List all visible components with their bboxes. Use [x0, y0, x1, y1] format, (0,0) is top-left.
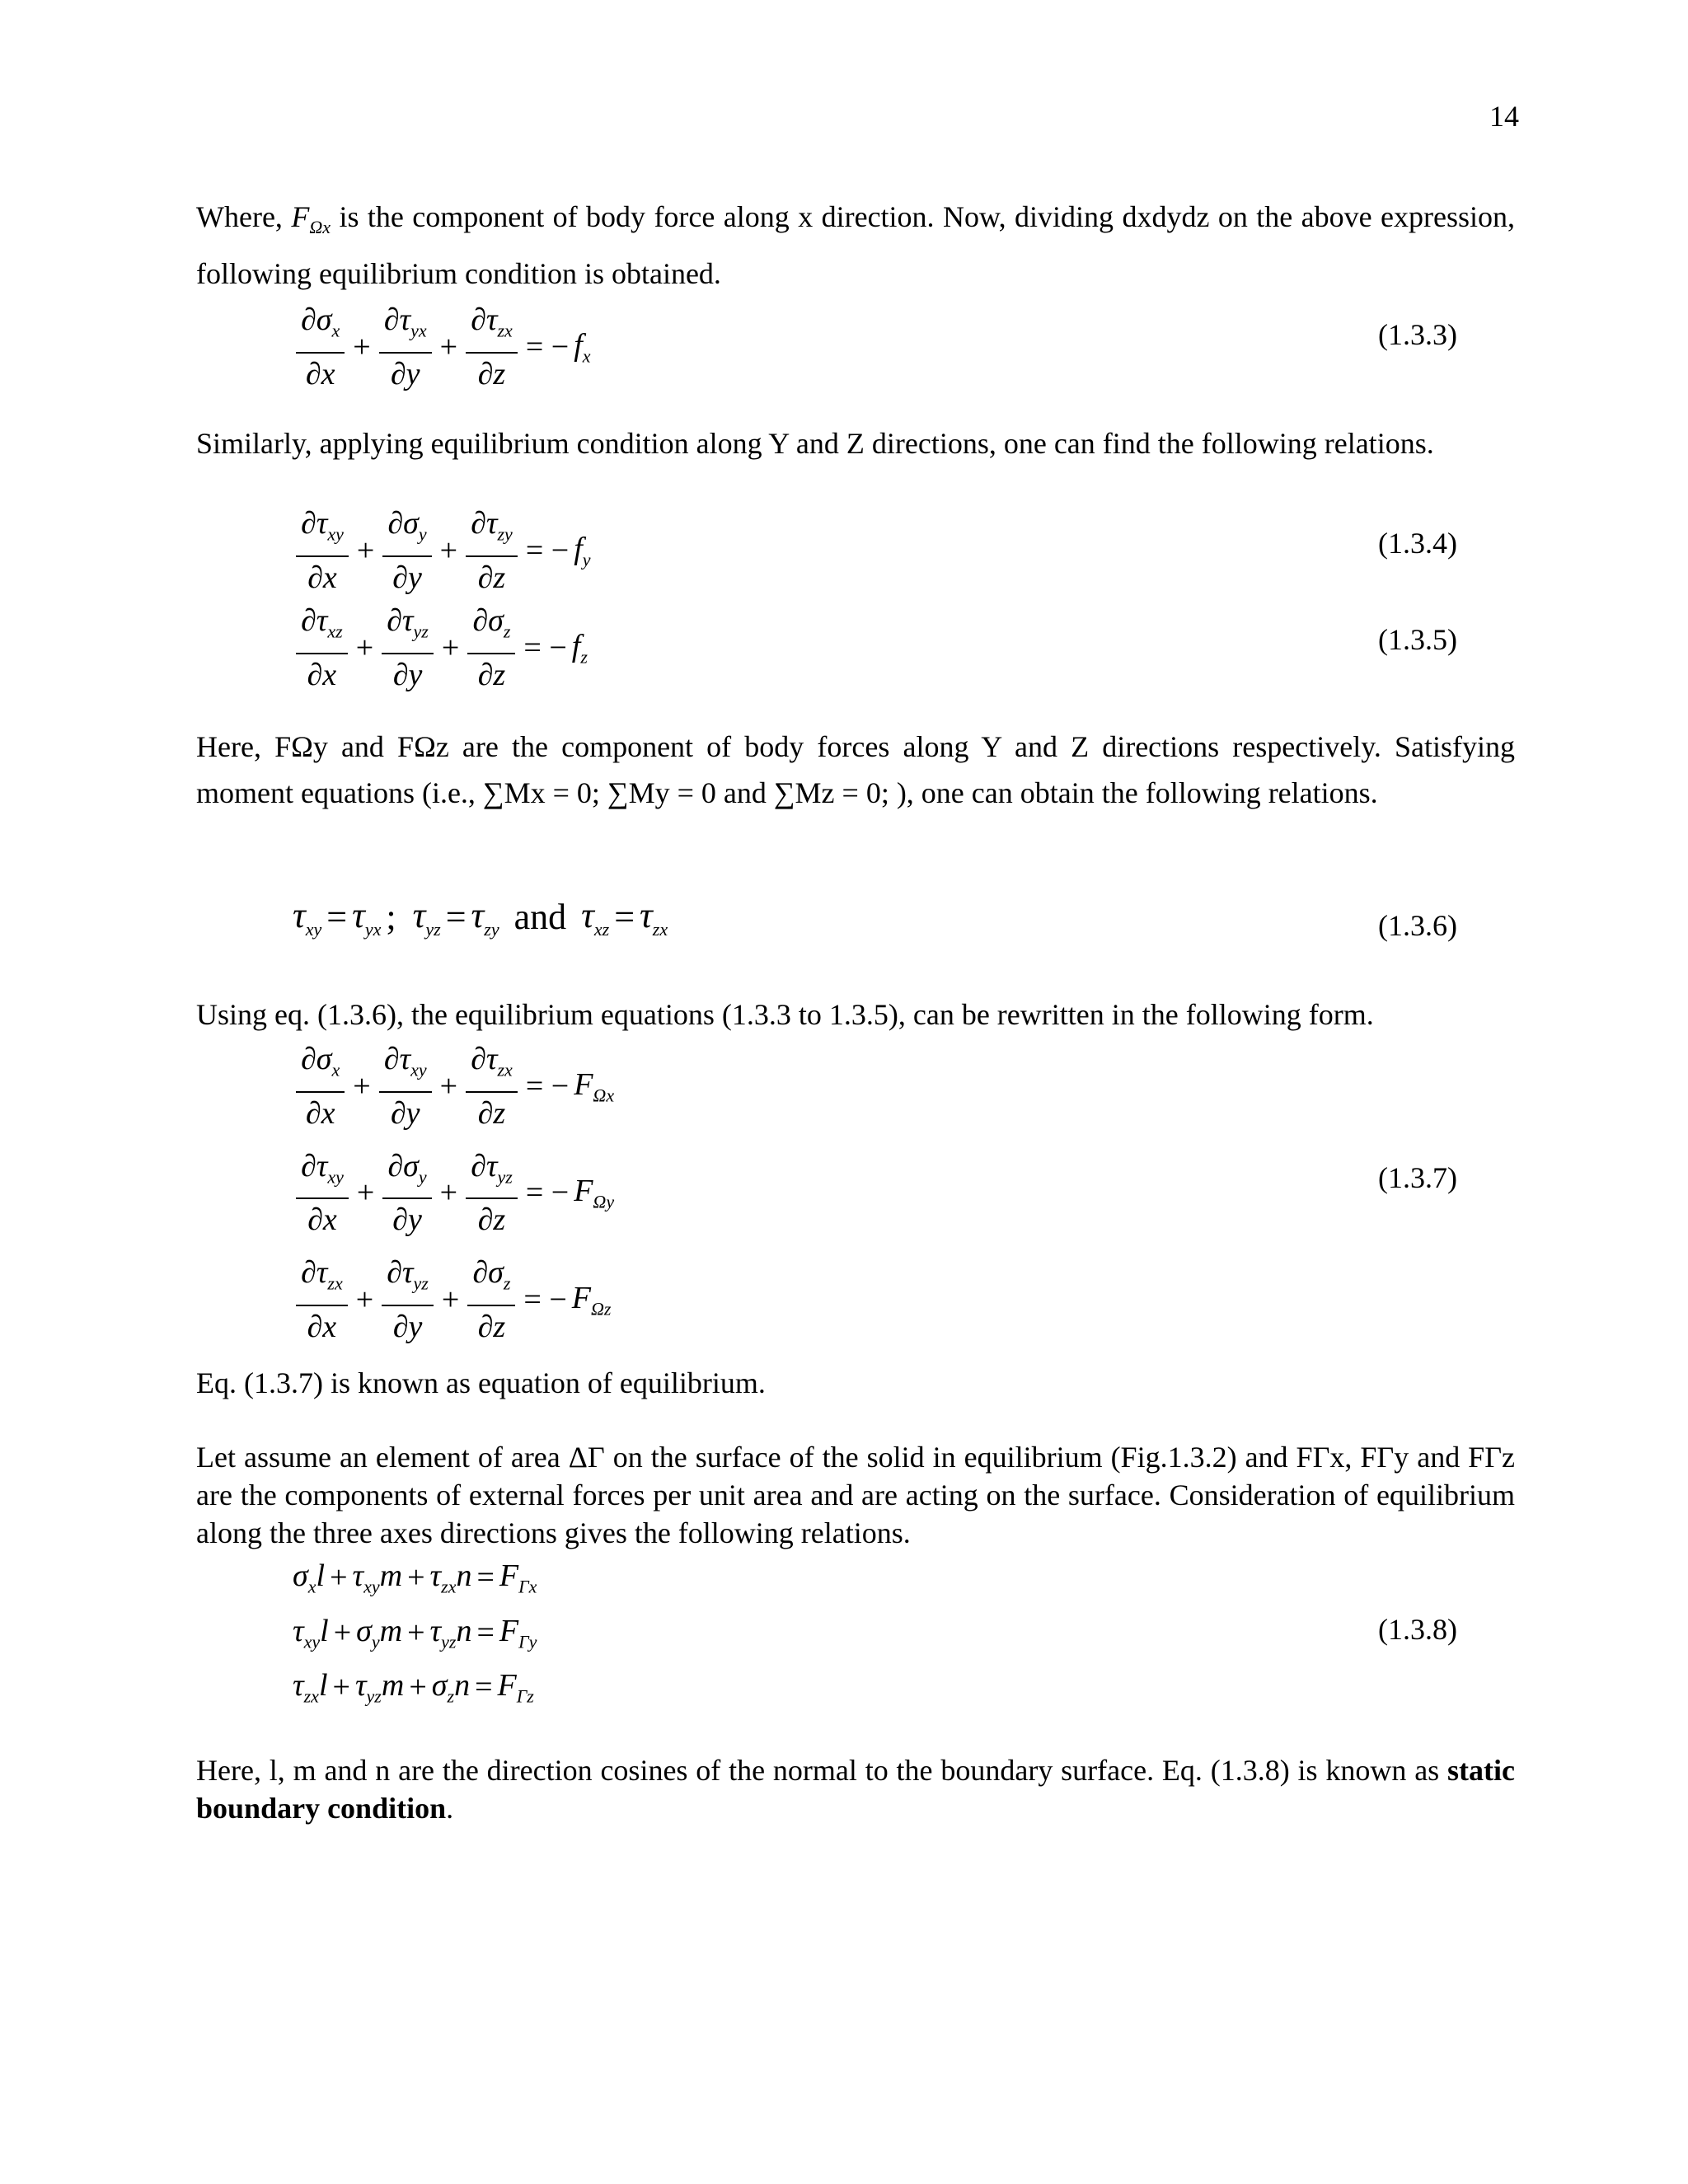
equation-1-3-5: $\frac{\partial\tau_{xz}}{\partial x}$ + $\frac{\partial\tau_{yz}}{\partial y}$ + $\frac{\partial\sigma_z}{\partial z}$ = − $f_z$	[293, 602, 588, 694]
paragraph-similarly: Similarly, applying equilibrium condition along Y and Z directions, one can find the following relations.	[196, 427, 1434, 460]
equation-1-3-7: $\frac{\partial\sigma_x}{\partial x}$ + $\frac{\partial\tau_{xy}}{\partial y}$ + $\frac{\partial\tau_{zx}}{\partial z}$ = − $F_{\Omega x}$ $\frac{\partial\tau_{xy}}{\partial x}$ + $\frac{\partial\sigma_y}{\partial y}$ + $\frac{\partial\tau_{yz}}{\partial z}$ = − $F_{\Omega y}$ $\frac{\partial\tau_{zx}}{\partial x}$ + $\frac{\partial\tau_{yz}}{\partial y}$ + $\frac{\partial\sigma_z}{\partial z}$ = − $F_{\Omega z}$	[293, 1040, 614, 1346]
equation-1-3-6: $\tau_{xy}$ = $\tau_{yx}$ ; $\tau_{yz}$ = $\tau_{zy}$ and $\tau_{xz}$ = $\tau_{zx}$	[293, 895, 668, 940]
paragraph-surface-element: Let assume an element of area ΔΓ on the surface of the solid in equilibrium (Fig.1.3.2) and FΓx, FΓy and FΓz are the components of external forces per unit area and are acting on the surface. Consideration of equilibrium along the three axes directions gives the following relations.	[196, 1441, 1515, 1549]
paragraph-using-eq: Using eq. (1.3.6), the equilibrium equations (1.3.3 to 1.3.5), can be rewritten in the following form.	[196, 998, 1374, 1031]
equation-1-3-3: $\frac{\partial\sigma_x}{\partial x}$ + $\frac{\partial\tau_{yx}}{\partial y}$ + $\frac{\partial\tau_{zx}}{\partial z}$ = − $f_x$	[293, 301, 591, 393]
equation-1-3-8: $\sigma_xl$ + $\tau_{xy}m$ + $\tau_{zx}n$ = $F_{\Gamma x}$ $\tau_{xy}l$ + $\sigma_ym$ + $\tau_{yz}n$ = $F_{\Gamma y}$ $\tau_{zx}l$ + $\tau_{yz}m$ + $\sigma_zn$ = $F_{\Gamma z}$	[293, 1558, 537, 1707]
paragraph-moment-equations: Here, FΩy and FΩz are the component of body forces along Y and Z directions respectively. Satisfying moment equations (i.e., ∑Mx = 0; ∑My = 0 and ∑Mz = 0; ), one can obtain the following relations.	[196, 730, 1515, 809]
equation-number: (1.3.4)	[1378, 527, 1457, 560]
equation-number: (1.3.8)	[1378, 1613, 1457, 1646]
paragraph-equation-of-equilibrium: Eq. (1.3.7) is known as equation of equilibrium.	[196, 1366, 766, 1399]
equation-number: (1.3.3)	[1378, 318, 1457, 351]
equation-1-3-4: $\frac{\partial\tau_{xy}}{\partial x}$ + $\frac{\partial\sigma_y}{\partial y}$ + $\frac{\partial\tau_{zy}}{\partial z}$ = − $f_y$	[293, 504, 591, 597]
paragraph-static-boundary-condition: Here, l, m and n are the direction cosines of the normal to the boundary surface. Eq. (1.3.8) is known as static boundary condition.	[196, 1754, 1515, 1825]
equation-number: (1.3.7)	[1378, 1161, 1457, 1194]
paragraph-body-force: Where, $F_{\Omega x}$ is the component of body force along x direction. Now, dividing dxdydz on the above expression, following equilibrium condition is obtained.	[196, 200, 1515, 291]
equation-number: (1.3.6)	[1378, 909, 1457, 942]
bold-term: static boundary condition	[196, 1754, 1515, 1825]
equation-number: (1.3.5)	[1378, 623, 1457, 656]
page-number: 14	[1489, 100, 1519, 133]
